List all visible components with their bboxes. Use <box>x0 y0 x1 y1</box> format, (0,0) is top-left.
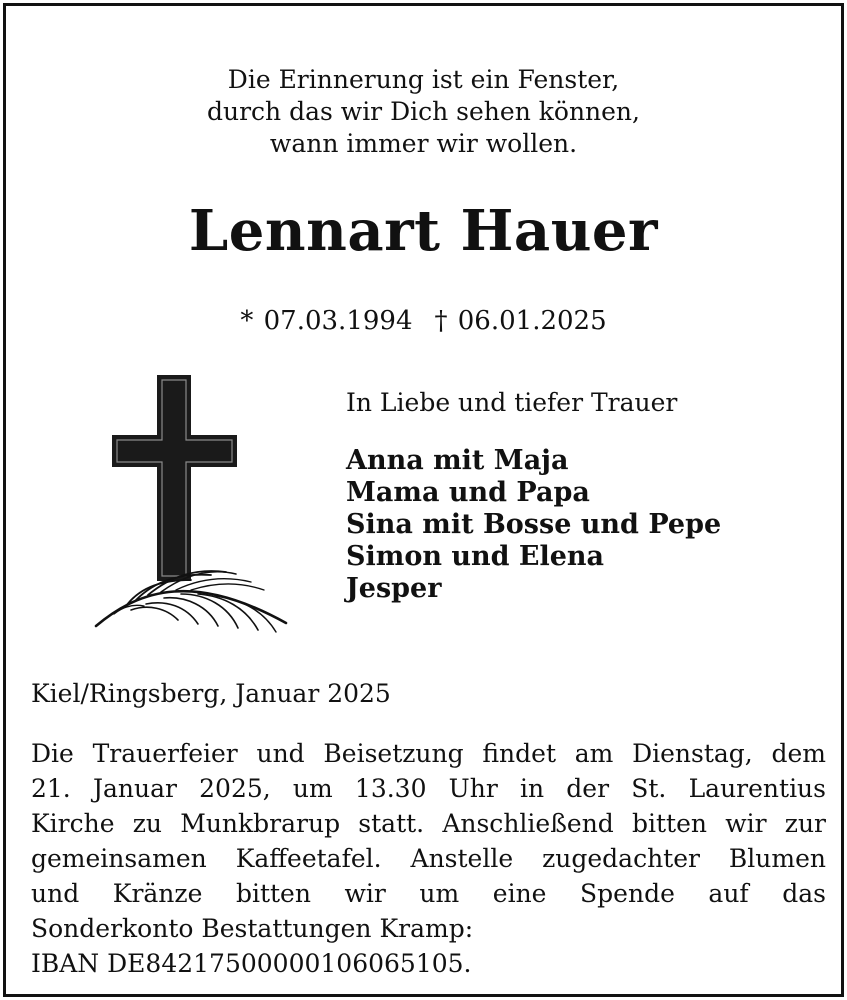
mourner-name: Mama und Papa <box>346 477 590 508</box>
notice-line: gemeinsamen Kaffeetafel. Anstelle zugedachter Blumen <box>31 844 826 873</box>
notice-line: Die Trauerfeier und Beisetzung findet am Dienstag, dem <box>31 739 826 768</box>
birth-date: * 07.03.1994 <box>240 306 413 336</box>
iban-line: IBAN DE84217500000106065105. <box>31 949 472 978</box>
mourner-name: Jesper <box>346 573 442 604</box>
quote-line-2: durch das wir Dich sehen können, <box>207 97 640 126</box>
quote-line-3: wann immer wir wollen. <box>269 129 578 158</box>
mourner-name: Simon und Elena <box>346 541 605 572</box>
funeral-notice <box>31 736 826 981</box>
notice-line: Kirche zu Munkbrarup statt. Anschließend bitten wir zur <box>31 809 826 838</box>
memorial-quote <box>6 64 841 160</box>
mourning-intro: In Liebe und tiefer Trauer <box>346 388 678 417</box>
quote-line-1: Die Erinnerung ist ein Fenster, <box>227 65 620 94</box>
notice-line: Sonderkonto Bestattungen Kramp: <box>31 914 474 943</box>
cross-icon <box>86 368 294 643</box>
notice-line: 21. Januar 2025, um 13.30 Uhr in der St. Laurentius <box>31 774 826 803</box>
palm-branch-icon <box>96 571 286 632</box>
obituary-frame <box>3 3 844 997</box>
place-date: Kiel/Ringsberg, Januar 2025 <box>31 679 391 708</box>
mourner-name: Anna mit Maja <box>346 445 569 476</box>
mourner-name: Sina mit Bosse und Pepe <box>346 509 722 540</box>
death-date: † 06.01.2025 <box>434 306 607 336</box>
mourners-list <box>346 445 721 605</box>
life-dates <box>6 306 841 336</box>
notice-line: und Kränze bitten wir um eine Spende auf das <box>31 879 826 908</box>
deceased-name: Lennart Hauer <box>188 198 659 264</box>
